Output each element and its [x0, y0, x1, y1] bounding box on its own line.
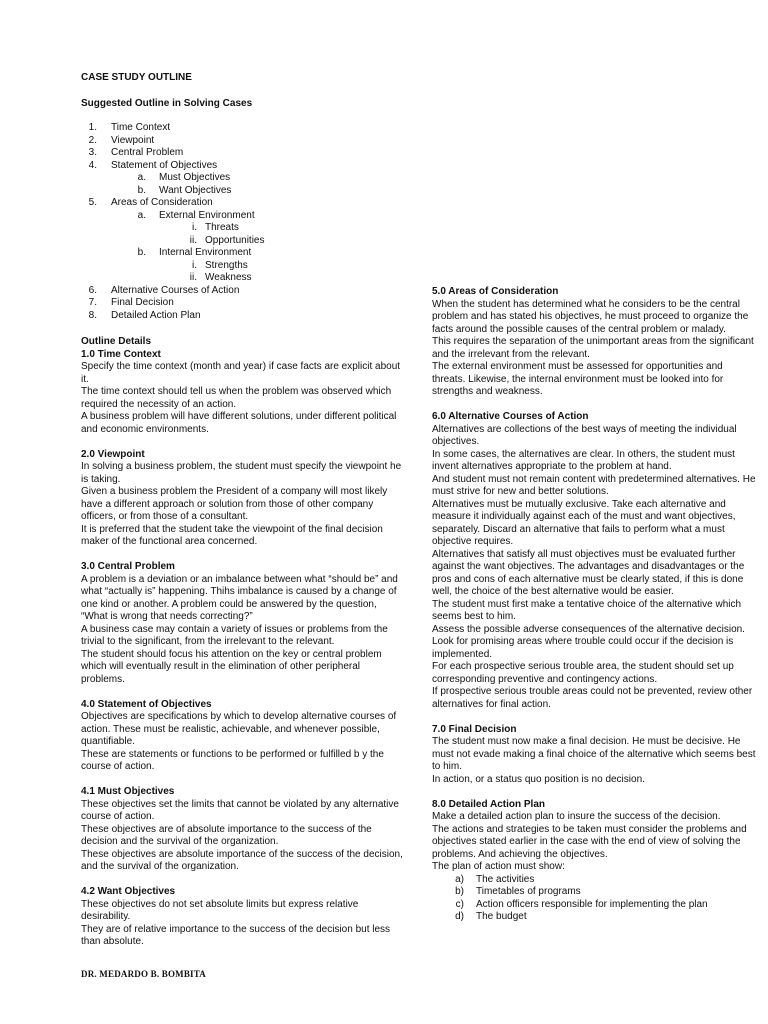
section-paragraph: The student must now make a final decision. He must be decisive. He must not evade making a final choice of the alternative which seems best to him.: [432, 736, 756, 772]
outline-item-number: b.: [137, 247, 146, 258]
section-heading: 6.0 Alternative Courses of Action: [432, 411, 589, 422]
section-paragraph: It is preferred that the student take the viewpoint of the final decision maker of the functional area concerned.: [81, 523, 383, 547]
outline-item-number: 5.: [88, 197, 97, 208]
section-paragraph: Alternatives must be mutually exclusive. Take each alternative and measure it individually against each of the must and want objectives, separately. Discard an alternative that fails to perform what a must objective requires.: [432, 498, 736, 547]
section-heading: 8.0 Detailed Action Plan: [432, 798, 545, 810]
outline-item-number: 2.: [88, 134, 97, 146]
section: [81, 699, 406, 774]
section-paragraph: And student must not remain content with predetermined alternatives. He must strive for new and better solutions.: [432, 473, 756, 497]
section-paragraph: The actions and strategies to be taken must consider the problems and objectives stated earlier in the case with the end of view of solving the problems. And achieving the objectives.: [432, 823, 747, 860]
section: [432, 724, 757, 787]
outline-item-text: External Environment: [159, 209, 255, 221]
section-paragraph: Make a detailed action plan to insure the success of the decision.: [432, 811, 721, 822]
outline-item: [81, 222, 401, 235]
outline-item: [81, 147, 401, 160]
outline-item: [81, 260, 401, 273]
outline-item-number: ii.: [189, 272, 197, 283]
section: [432, 286, 757, 399]
outline-item-text: Final Decision: [111, 297, 174, 308]
section-paragraph: The external environment must be assessed for opportunities and threats. Likewise, the internal environment must be looked into for strengths and weakness.: [432, 361, 724, 397]
outline-item: [81, 297, 401, 310]
outline-item-text: Statement of Objectives: [111, 159, 218, 171]
section-heading: 4.1 Must Objectives: [81, 786, 175, 797]
section-paragraph: A problem is a deviation or an imbalance between what “should be” and what “actually is” happening. Thihs imbalance is caused by a change of one kind or another. A problem could be answered by the question, “What is wrong that needs correcting?”: [81, 573, 398, 622]
action-plan-text: The budget: [476, 911, 527, 922]
outline-item-number: 6.: [88, 284, 97, 296]
outline-item-number: 3.: [88, 147, 97, 158]
section-paragraph: These are statements or functions to be performed or fulfilled b y the course of action.: [81, 748, 384, 772]
outline-subtitle: Suggested Outline in Solving Cases: [81, 98, 253, 109]
section-heading: 4.0 Statement of Objectives: [81, 698, 212, 710]
section-paragraph: In solving a business problem, the student must specify the viewpoint he is taking.: [81, 461, 402, 485]
action-plan-text: Action officers responsible for implementing the plan: [476, 898, 708, 910]
outline-item: [81, 122, 401, 135]
outline-item-text: Opportunities: [205, 234, 265, 246]
section-paragraph: Given a business problem the President of a company will most likely have a different approach or solution from those of other company officers, or from those of a consultant.: [81, 486, 388, 522]
section-paragraph: These objectives are of absolute importance to the success of the decision and the survival of the organization.: [81, 823, 372, 847]
outline-item-text: Alternative Courses of Action: [111, 284, 240, 296]
section-heading: 2.0 Viewpoint: [81, 448, 145, 460]
section-paragraph: Alternatives are collections of the best ways of meeting the individual objectives.: [432, 423, 737, 447]
outline-list: [81, 122, 401, 322]
outline-item: [81, 247, 401, 260]
section-paragraph: They are of relative importance to the success of the decision but less than absolute.: [81, 923, 391, 947]
section-paragraph: In some cases, the alternatives are clear. In others, the student must invent alternatives appropriate to the problem at hand.: [432, 448, 735, 472]
action-plan-letter: a): [455, 873, 464, 885]
section-paragraph: The student must first make a tentative choice of the alternative which seems best to him.: [432, 598, 742, 622]
section: [81, 349, 406, 437]
outline-item-number: a.: [137, 172, 146, 183]
outline-item-text: Must Objectives: [159, 172, 231, 183]
outline-item-number: a.: [137, 209, 146, 221]
author-footer: DR. MEDARDO B. BOMBITA: [81, 969, 206, 979]
section-paragraph: For each prospective serious trouble area, the student should set up corresponding preventive and contingency actions.: [432, 661, 734, 685]
outline-item: [81, 185, 401, 198]
section-paragraph: Specify the time context (month and year) if case facts are explicit about it.: [81, 361, 401, 385]
section: [81, 886, 406, 949]
section: [432, 799, 757, 924]
action-plan-letter: d): [455, 911, 464, 922]
section-paragraph: The time context should tell us when the problem was observed which required the necessity of an action.: [81, 386, 392, 410]
action-plan-item: [432, 874, 757, 887]
document-title: CASE STUDY OUTLINE: [81, 72, 192, 83]
outline-item: [81, 210, 401, 223]
action-plan-text: Timetables of programs: [476, 886, 581, 897]
outline-item: [81, 160, 401, 173]
section-paragraph: A business case may contain a variety of issues or problems from the trivial to the significant, from the irrelevant to the relevant.: [81, 623, 388, 647]
outline-item-text: Time Context: [111, 122, 171, 133]
section-paragraph: Alternatives that satisfy all must objectives must be evaluated further against the want objectives. The advantages and disadvantages or the pros and cons of each alternative must be clearly stated, if this is done well, the choice of the best alternative would be easier.: [432, 548, 745, 597]
action-plan-item: [432, 899, 757, 912]
section-heading: 7.0 Final Decision: [432, 723, 517, 735]
action-plan-letter: c): [455, 898, 464, 910]
section-paragraph: Assess the possible adverse consequences of the alternative decision.: [432, 623, 745, 635]
outline-item: [81, 172, 401, 185]
section-paragraph: The student should focus his attention on the key or central problem which will eventually result in the elimination of other peripheral problems.: [81, 648, 382, 685]
outline-item-number: 7.: [88, 297, 97, 308]
section-heading: 1.0 Time Context: [81, 348, 161, 360]
left-column: [81, 336, 406, 961]
section-heading: 4.2 Want Objectives: [81, 886, 176, 897]
outline-item-number: ii.: [189, 234, 197, 246]
section-paragraph: Objectives are specifications by which to develop alternative courses of action. These must be realistic, achievable, and whenever possible, quantifiable.: [81, 711, 397, 747]
section-paragraph: These objectives do not set absolute limits but express relative desirability.: [81, 898, 359, 922]
outline-item-text: Central Problem: [111, 147, 184, 158]
section-paragraph: Look for promising areas where trouble could occur if the decision is implemented.: [432, 636, 734, 660]
outline-item: [81, 285, 401, 298]
outline-item-text: Viewpoint: [111, 134, 155, 146]
section-paragraph: When the student has determined what he considers to be the central problem and has stated his objectives, he must proceed to organize the facts around the possible causes of the central problem or malady.: [432, 298, 749, 335]
outline-item-number: 8.: [88, 309, 97, 321]
right-column: [432, 286, 757, 936]
action-plan-item: [432, 886, 757, 899]
section: [81, 449, 406, 549]
section-heading: 5.0 Areas of Consideration: [432, 286, 559, 297]
section-paragraph: These objectives are absolute importance of the success of the decision, and the survival of the organization.: [81, 848, 403, 872]
action-plan-list: [432, 874, 757, 924]
section-paragraph: This requires the separation of the unimportant areas from the significant and the irrelevant from the relevant.: [432, 336, 754, 360]
action-plan-item: [432, 911, 757, 924]
section-paragraph: A business problem will have different solutions, under different political and economic environments.: [81, 411, 397, 435]
outline-item-number: b.: [137, 184, 146, 196]
section: [432, 411, 757, 711]
outline-item-text: Detailed Action Plan: [111, 309, 201, 321]
action-plan-text: The activities: [476, 873, 535, 885]
section: [81, 786, 406, 874]
outline-item: [81, 272, 401, 285]
section-paragraph: The plan of action must show:: [432, 861, 565, 872]
outline-item: [81, 197, 401, 210]
outline-item-number: 4.: [88, 159, 97, 171]
outline-item-number: i.: [192, 259, 197, 271]
section-paragraph: These objectives set the limits that cannot be violated by any alternative course of action.: [81, 798, 399, 822]
section: [81, 336, 406, 349]
section-heading: Outline Details: [81, 336, 152, 347]
section-heading: 3.0 Central Problem: [81, 561, 175, 572]
outline-item-text: Internal Environment: [159, 247, 252, 258]
action-plan-letter: b): [455, 886, 464, 897]
outline-item: [81, 310, 401, 323]
outline-item-text: Weakness: [205, 272, 252, 283]
section: [81, 561, 406, 686]
section-paragraph: If prospective serious trouble areas could not be prevented, review other alternatives for final action.: [432, 686, 753, 710]
outline-item-number: i.: [192, 222, 197, 233]
outline-item: [81, 235, 401, 248]
outline-item: [81, 135, 401, 148]
outline-item-text: Strengths: [205, 259, 248, 271]
section-paragraph: In action, or a status quo position is no decision.: [432, 773, 645, 785]
outline-item-text: Want Objectives: [159, 184, 232, 196]
outline-item-text: Areas of Consideration: [111, 197, 213, 208]
outline-item-text: Threats: [205, 222, 239, 233]
outline-item-number: 1.: [88, 122, 97, 133]
